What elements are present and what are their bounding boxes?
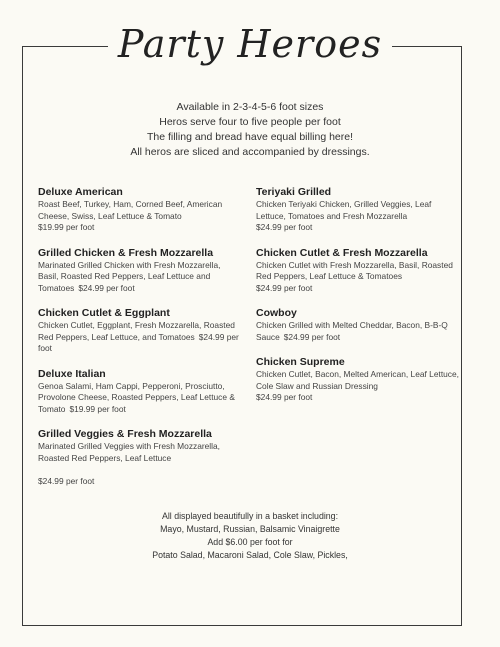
menu-item-name: Chicken Supreme: [256, 356, 345, 368]
menu-item-price: $19.99 per foot: [69, 403, 126, 414]
intro-line: All heros are sliced and accompanied by dressings.: [130, 146, 370, 158]
menu-item-description: [256, 199, 460, 234]
description-text: Marinated Grilled Veggies with Fresh Mozzarella, Roasted Red Peppers, Leaf Lettuce: [38, 441, 221, 463]
menu-item-name: Grilled Veggies & Fresh Mozzarella: [38, 428, 212, 440]
menu-item-description: [256, 260, 460, 295]
right-menu-column: [256, 186, 460, 417]
menu-item-name: Deluxe American: [38, 186, 123, 198]
menu-item: [256, 247, 460, 295]
menu-item-price: $24.99 per foot: [38, 331, 239, 353]
description-text: Chicken Teriyaki Chicken, Grilled Veggies, Leaf Lettuce, Tomatoes and Fresh Mozzarella: [256, 199, 432, 221]
menu-item: [38, 368, 242, 416]
menu-item-description: [38, 260, 242, 295]
menu-item-name: Deluxe Italian: [38, 367, 106, 380]
title-wrapper: [0, 18, 500, 70]
menu-item-price: $24.99 per foot: [256, 282, 313, 293]
description-text: Roast Beef, Turkey, Ham, Corned Beef, American Cheese, Swiss, Leaf Lettuce & Tomato: [38, 199, 223, 221]
menu-item-price: $19.99 per foot: [38, 222, 95, 232]
menu-item: [256, 186, 460, 234]
menu-item-price: $24.99 per foot: [38, 475, 95, 486]
intro-line: Heros serve four to five people per foot: [159, 116, 341, 128]
menu-item: [38, 186, 242, 234]
menu-item: [256, 307, 460, 343]
intro-block: [0, 100, 500, 160]
footer-line: Potato Salad, Macaroni Salad, Cole Slaw, Pickles,: [152, 550, 348, 560]
menu-item: [38, 307, 242, 355]
menu-item: [256, 356, 460, 404]
description-text: Genoa Salami, Ham Cappi, Pepperoni, Prosciutto, Provolone Cheese, Roasted Peppers, Leaf Lettuce & Tomato: [38, 380, 235, 414]
menu-item-description: [38, 441, 242, 487]
menu-item-name: Chicken Cutlet & Fresh Mozzarella: [256, 246, 428, 259]
menu-item-description: [256, 320, 460, 343]
intro-line: The filling and bread have equal billing here!: [146, 131, 354, 143]
menu-item-price: $24.99 per foot: [283, 331, 341, 342]
description-text: Chicken Cutlet, Bacon, Melted American, Leaf Lettuce, Cole Slaw and Russian Dressing: [256, 369, 459, 391]
menu-item-name: Grilled Chicken & Fresh Mozzarella: [38, 246, 214, 259]
footer-line: Mayo, Mustard, Russian, Balsamic Vinaigrette: [160, 524, 340, 534]
menu-item-price: $24.99 per foot: [256, 222, 313, 232]
footer-line: All displayed beautifully in a basket including:: [161, 511, 339, 521]
footer-line: Add $6.00 per foot for: [207, 537, 293, 547]
menu-item-description: [38, 320, 242, 355]
intro-line: Available in 2-3-4-5-6 foot sizes: [176, 101, 324, 113]
menu-item-price: $24.99 per foot: [256, 392, 313, 402]
page-title: Party Heroes: [108, 18, 392, 70]
menu-item-name: Cowboy: [256, 307, 297, 319]
description-text: Marinated Grilled Chicken with Fresh Mozzarella, Basil, Roasted Red Peppers, Leaf Lettuce and Tomatoes: [38, 259, 221, 293]
menu-item-name: Chicken Cutlet & Eggplant: [38, 307, 170, 319]
menu-item: [38, 247, 242, 295]
description-text: Chicken Grilled with Melted Cheddar, Bacon, B-B-Q Sauce: [256, 320, 448, 342]
menu-item-price: $24.99 per foot: [78, 282, 135, 293]
menu-item-description: [38, 199, 242, 234]
footer-block: [0, 510, 500, 562]
left-menu-column: [38, 186, 242, 500]
menu-item-name: Teriyaki Grilled: [256, 186, 332, 198]
menu-item-description: [38, 381, 242, 416]
description-text: Chicken Cutlet, Eggplant, Fresh Mozzarella, Roasted Red Peppers, Leaf Lettuce, and Tomatoes: [38, 320, 235, 342]
menu-item-description: [256, 369, 460, 404]
menu-item: [38, 428, 242, 487]
description-text: Chicken Cutlet with Fresh Mozzarella, Basil, Roasted Red Peppers, Leaf Lettuce & Tomatoes: [256, 259, 453, 281]
